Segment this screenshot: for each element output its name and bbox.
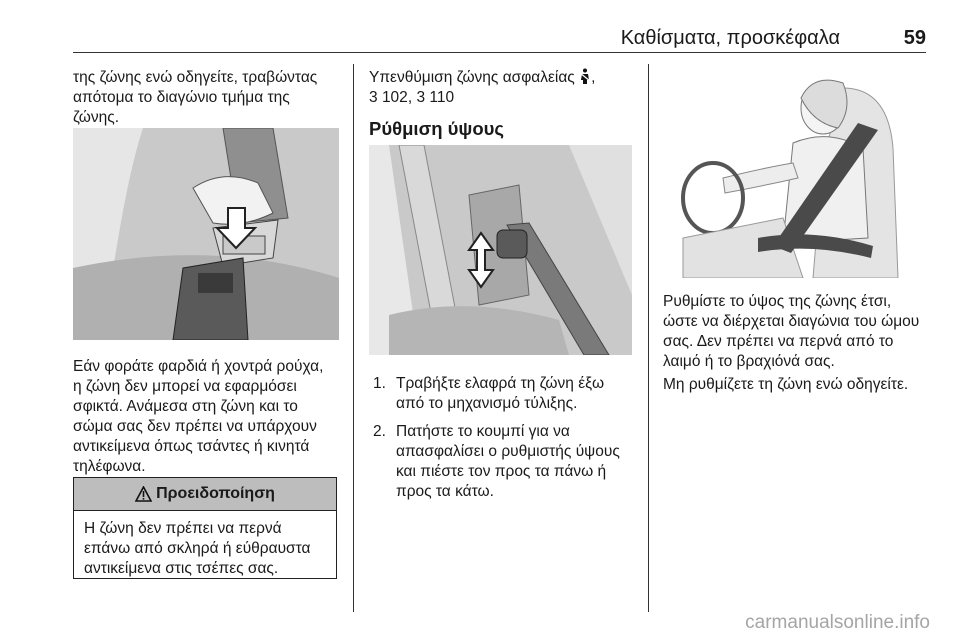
clothing-paragraph: Εάν φοράτε φαρδιά ή χοντρά ρούχα, η ζώνη δεν μπορεί να εφαρμόσει σφικτά. Ανάμεσα στη ζώνη και το σώμα σας δεν πρέπει να υπάρχουν αντικείμενα όπως τσάντες ή κινητά τηλέφωνα. (73, 358, 324, 475)
xref-arrow-icon: 3 (369, 89, 378, 106)
page-number: 59 (903, 27, 926, 49)
warning-header (74, 478, 336, 511)
column-divider-right (648, 64, 649, 612)
instruction-steps (373, 374, 635, 510)
warning-box (73, 477, 337, 579)
watermark: carmanualsonline.info (745, 612, 930, 633)
driver-seatbelt-illustration (663, 68, 927, 278)
warning-text: Η ζώνη δεν πρέπει να περνά επάνω από σκληρά ή εύθραυστα αντικείμενα στις τσέπες σας. (84, 520, 311, 577)
warning-title: Προειδοποίηση (156, 485, 275, 502)
intro-paragraph: της ζώνης ενώ οδηγείτε, τραβώντας απότομα το διαγώνιο τμήμα της ζώνης. (73, 69, 318, 126)
height-adjuster-illustration (369, 145, 632, 355)
step-item: 2. Πατήστε το κουμπί για να απασφαλίσει ο ρυθμιστής ύψους και πιέστε τον προς τα πάνω ή προς τα κάτω. (373, 423, 620, 500)
reminder-paragraph: Υπενθύμιση ζώνης ασφαλείας , 3 102, 3 110 (369, 69, 596, 106)
adjust-paragraph: Ρυθμίστε το ύψος της ζώνης έτσι, ώστε να διέρχεται διαγώνια του ώμου σας. Δεν πρέπει να περνά από το λαιμό ή το βραχιόνά σας. (663, 293, 920, 370)
reminder-text: Υπενθύμιση ζώνης ασφαλείας (369, 69, 575, 86)
xref-link[interactable]: 102 (381, 89, 408, 106)
driving-note: Μη ρυθμίζετε τη ζώνη ενώ οδηγείτε. (663, 376, 909, 393)
seatbelt-reminder-icon (579, 68, 591, 84)
buckle-illustration (73, 128, 339, 340)
warning-triangle-icon (135, 486, 152, 502)
xref-link[interactable]: 110 (429, 89, 455, 106)
xref-arrow-icon: 3 (416, 89, 426, 106)
section-title: Ρύθμιση ύψους (369, 118, 505, 139)
column-divider-left (353, 64, 354, 612)
step-item: 1. Τραβήξτε ελαφρά τη ζώνη έξω από το μηχανισμό τύλιξης. (373, 375, 605, 412)
header-divider (73, 52, 926, 53)
page-header-title: Καθίσματα, προσκέφαλα (620, 27, 840, 49)
